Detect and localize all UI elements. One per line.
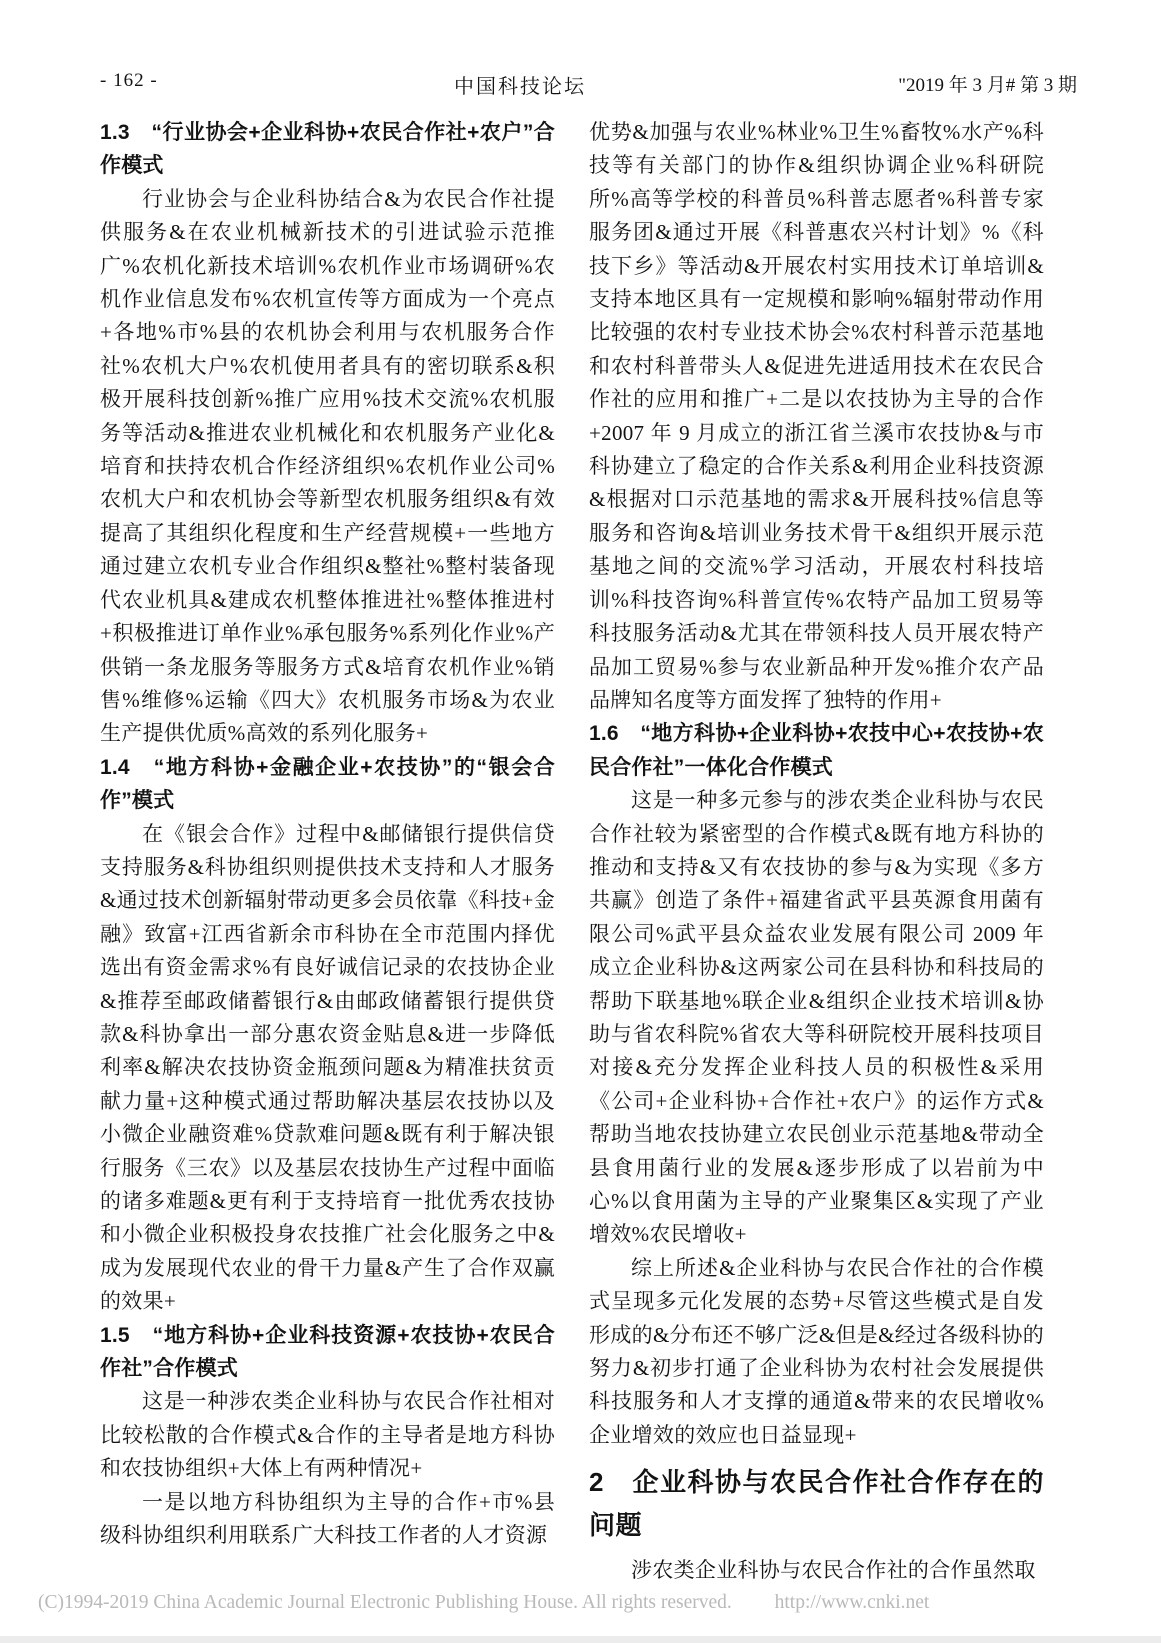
paragraph-2-intro: 涉农类企业科协与农民合作社的合作虽然取 (631, 1558, 1036, 1583)
section-heading-1-5: 1.5 “地方科协+企业科技资源+农技协+农民合作社”合作模式 (100, 1323, 555, 1381)
footer-url: http://www.cnki.net (774, 1592, 930, 1613)
section-heading-1-4: 1.4 “地方科协+金融企业+农技协”的“银会合作”模式 (100, 755, 555, 813)
page-body (100, 116, 1044, 1588)
paragraph-1-5-continued: 优势&加强与农业%林业%卫生%畜牧%水产%科技等有关部门的协作&组织协调企业%科研院所%高等学校的科普员%科普志愿者%科普专家服务团&通过开展《科普惠农兴村计划》%《科技下乡》等活动&开展农村实用技术订单培训&支持本地区具有一定规模和影响%辐射带动作用比较强的农村专业技术协会%农村科普示范基地和农村科普带头人&促进先进适用技术在农民合作社的应用和推广+二是以农技协为主导的合作+2007 年 9 月成立的浙江省兰溪市农技协&与市科协建立了稳定的合作关系&利用企业科技资源&根据对口示范基地的需求&开展科技%信息等服务和咨询&培训业务技术骨干&组织开展示范基地之间的交流%学习活动，开展农村科技培训%科技咨询%科普宣传%农特产品加工贸易等科技服务活动&尤其在带领科技人员开展农特产品加工贸易%参与农业新品种开发%推介农产品品牌知名度等方面发挥了独特的作用+ (589, 120, 1044, 712)
issue-info: "2019 年 3 月# 第 3 期 (898, 75, 1077, 96)
bottom-strip (0, 1636, 1161, 1643)
paragraph-summary: 综上所述&企业科协与农民合作社的合作模式呈现多元化发展的态势+尽管这些模式是自发形成的&分布还不够广泛&但是&经过各级科协的努力&初步打通了企业科协为农村社会发展提供科技服务和人才支撑的通道&带来的农民增收%企业增效的效应也日益显现+ (589, 1255, 1044, 1447)
section-heading-1-6: 1.6 “地方科协+企业科协+农技中心+农技协+农民合作社”一体化合作模式 (589, 722, 1044, 779)
section-heading-1-3: 1.3 “行业协会+企业科协+农民合作社+农户”合作模式 (100, 121, 555, 178)
paragraph-1-4: 在《银会合作》过程中&邮储银行提供信贷支持服务&科协组织则提供技术支持和人才服务&通过技术创新辐射带动更多会员依靠《科技+金融》致富+江西省新余市科协在全市范围内择优选出有资金需求%有良好诚信记录的农技协企业&推荐至邮政储蓄银行&由邮政储蓄银行提供贷款&科协拿出一部分惠农资金贴息&进一步降低利率&解决农技协资金瓶颈问题&为精准扶贫贡献力量+这种模式通过帮助解决基层农技协以及小微企业融资难%贷款难问题&既有利于解决银行服务《三农》以及基层农技协生产过程中面临的诸多难题&更有利于支持培育一批优秀农技协和小微企业积极投身农技推广社会化服务之中&成为发展现代农业的骨干力量&产生了合作双赢的效果+ (100, 821, 555, 1314)
paragraph-1-6: 这是一种多元参与的涉农类企业科协与农民合作社较为紧密型的合作模式&既有地方科协的推动和支持&又有农技协的参与&为实现《多方共赢》创造了条件+福建省武平县英源食用菌有限公司%武平县众益农业发展有限公司 2009 年成立企业科协&这两家公司在县科协和科技局的帮助下联基地%联企业&组织企业技术培训&协助与省农科院%省农大等科研院校开展科技项目对接&充分发挥企业科技人员的积极性&采用《公司+企业科协+合作社+农户》的运作方式&帮助当地农技协建立农民创业示范基地&带动全县食用菌行业的发展&逐步形成了以岩前为中心%以食用菌为主导的产业聚集区&实现了产业增效%农民增收+ (589, 788, 1044, 1247)
section-heading-2: 2 企业科协与农民合作社合作存在的问题 (589, 1467, 1044, 1541)
left-column (100, 116, 555, 1588)
page-number: - 162 - (100, 70, 158, 91)
paragraph-1-5-case1: 一是以地方科协组织为主导的合作+市%县级科协组织利用联系广大科技工作者的人才资源 (100, 1489, 555, 1548)
right-column (589, 116, 1044, 1588)
page-footer (38, 1592, 929, 1614)
journal-title: 中国科技论坛 (454, 76, 586, 98)
paragraph-1-5-intro: 这是一种涉农类企业科协与农民合作社相对比较松散的合作模式&合作的主导者是地方科协和农技协组织+大体上有两种情况+ (100, 1389, 555, 1481)
copyright-text: (C)1994-2019 China Academic Journal Electronic Publishing House. All rights reserved. (38, 1592, 732, 1613)
paragraph-1-3: 行业协会与企业科协结合&为农民合作社提供服务&在农业机械新技术的引进试验示范推广%农机化新技术培训%农机作业市场调研%农机作业信息发布%农机宣传等方面成为一个亮点+各地%市%县的农机协会利用与农机服务合作社%农机大户%农机使用者具有的密切联系&积极开展科技创新%推广应用%技术交流%农机服务等活动&推进农业机械化和农机服务产业化&培育和扶持农机合作经济组织%农机作业公司%农机大户和农机协会等新型农机服务组织&有效提高了其组织化程度和生产经营规模+一些地方通过建立农机专业合作组织&整社%整村装备现代农业机具&建成农机整体推进社%整体推进村+积极推进订单作业%承包服务%系列化作业%产供销一条龙服务等服务方式&培育农机作业%销售%维修%运输《四大》农机服务市场&为农业生产提供优质%高效的系列化服务+ (100, 186, 555, 746)
